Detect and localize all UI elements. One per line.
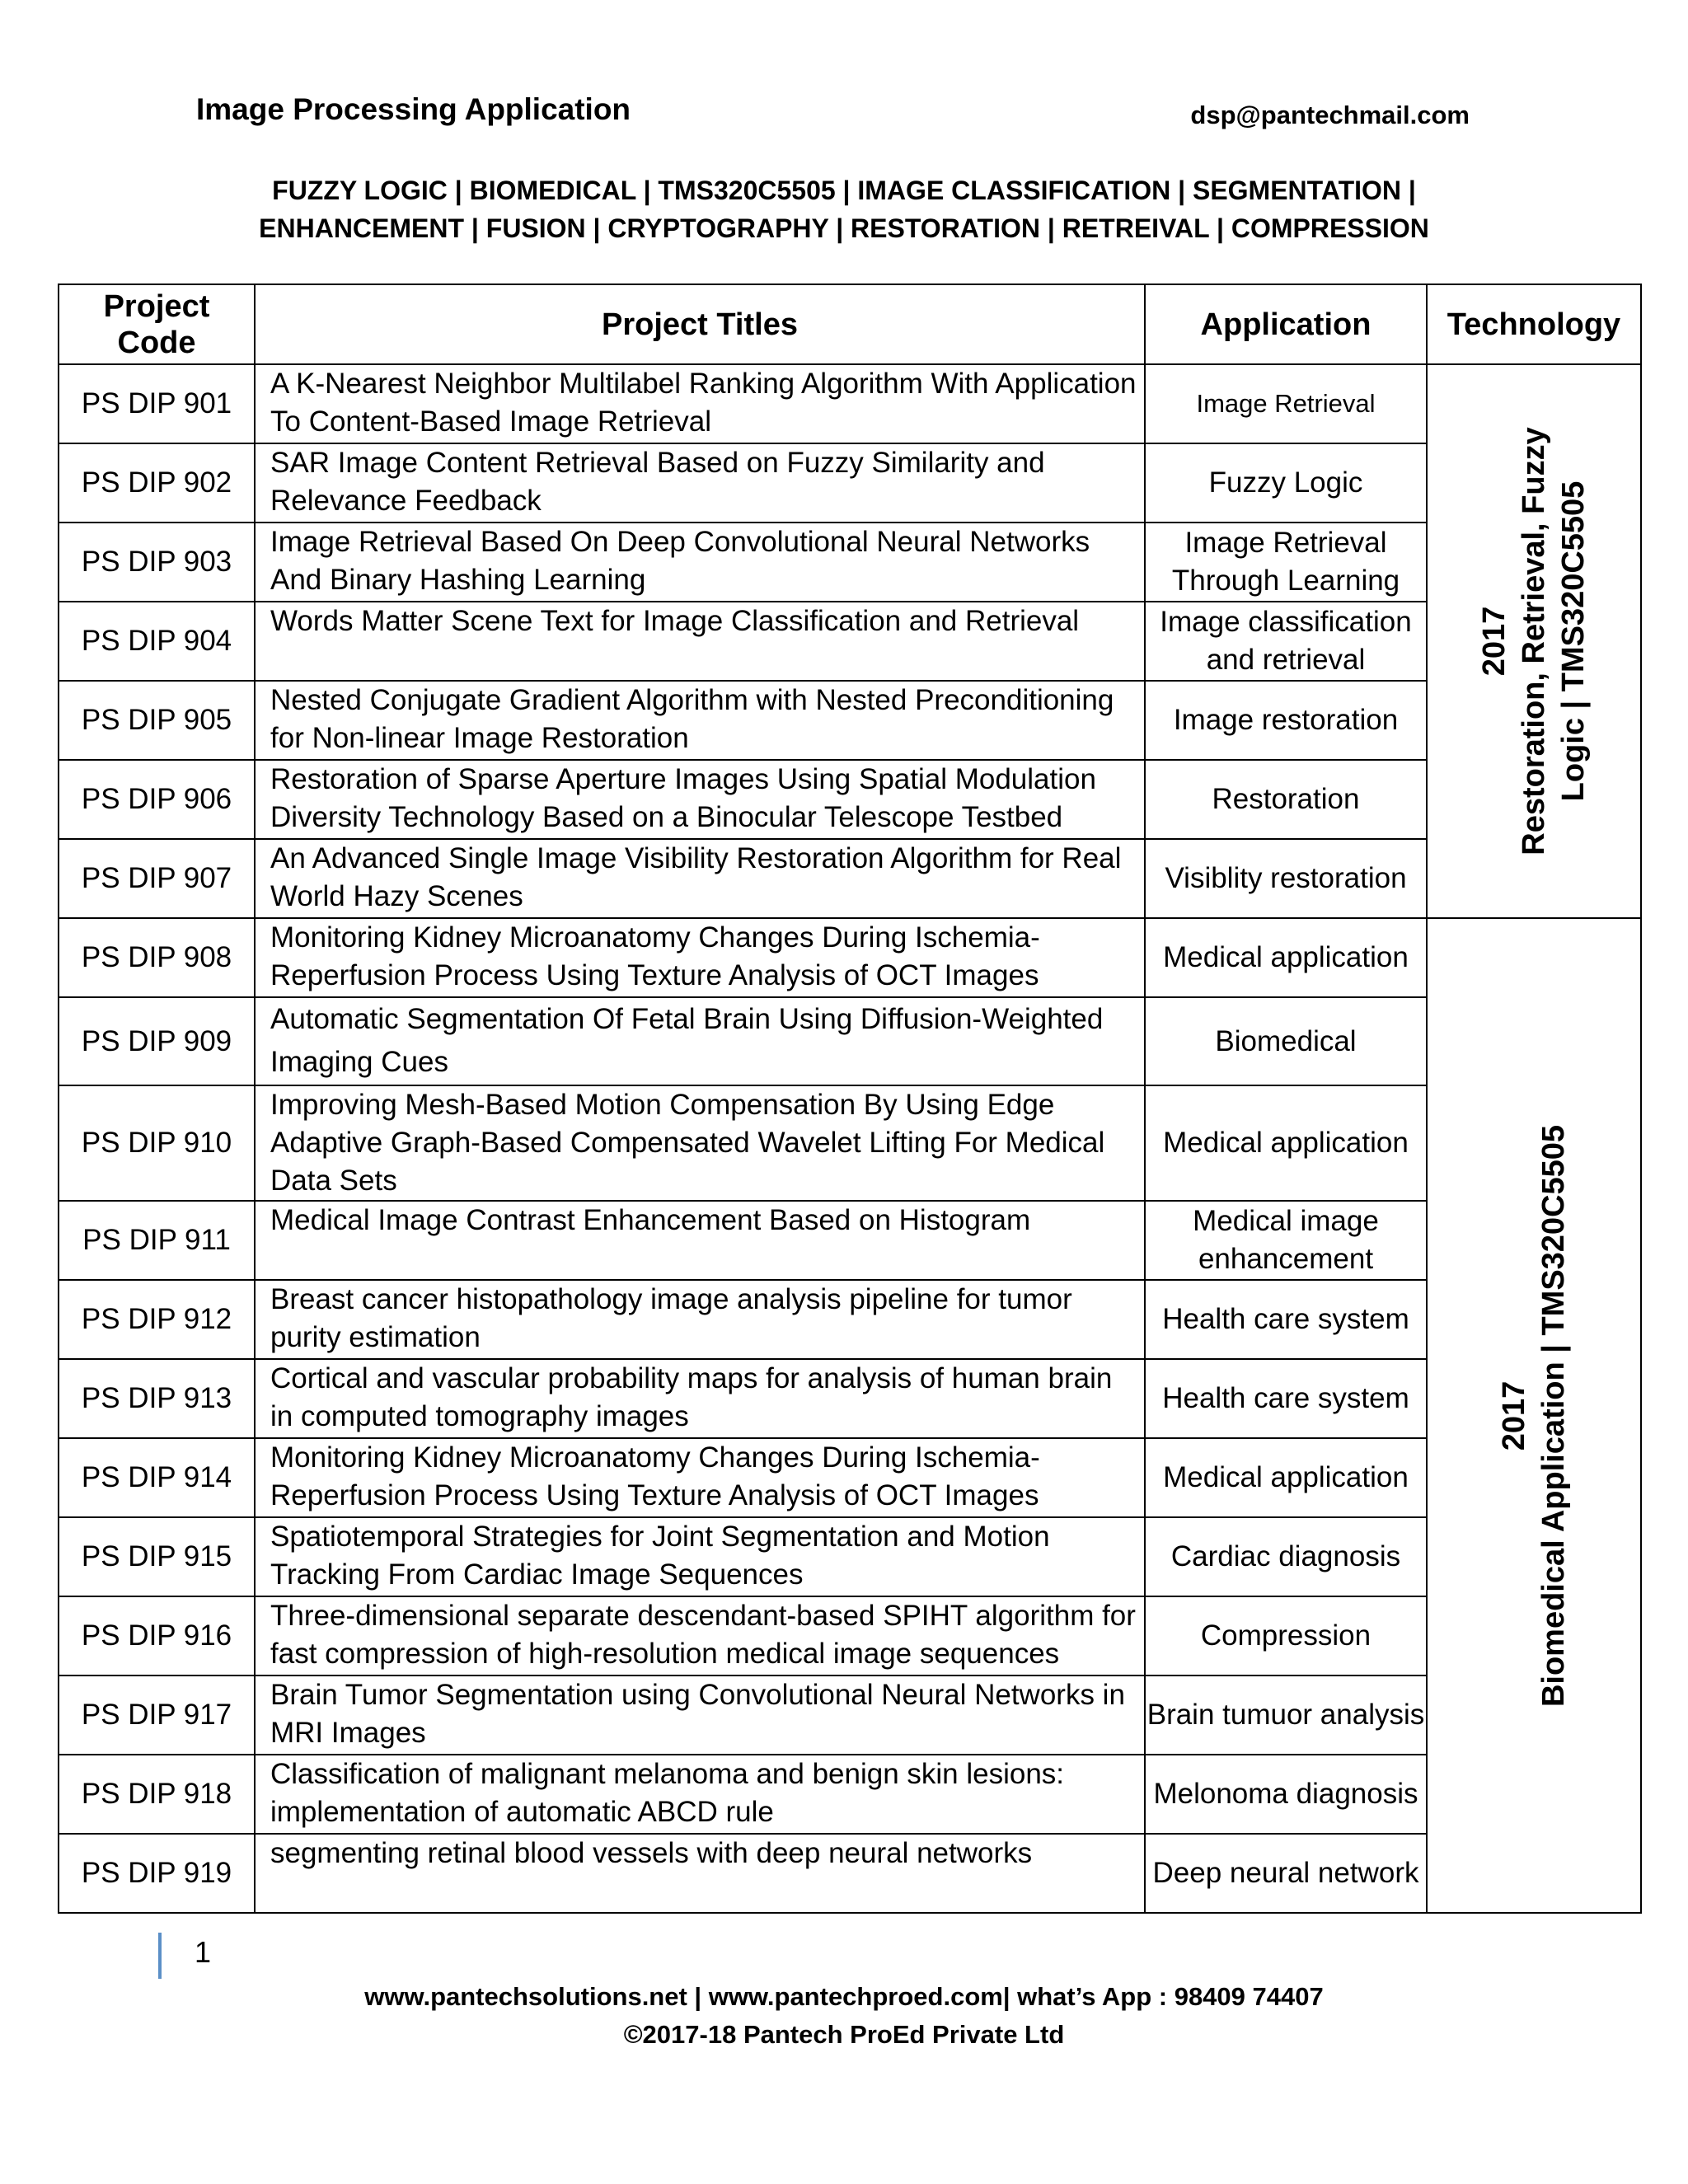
project-title: Brain Tumor Segmentation using Convolutional Neural Networks in MRI Images bbox=[255, 1675, 1145, 1755]
project-title: Monitoring Kidney Microanatomy Changes During Ischemia-Reperfusion Process Using Texture Analysis of OCT Images bbox=[255, 918, 1145, 997]
technology-group-1-line2: Logic | TMS320C5505 bbox=[1556, 480, 1591, 802]
project-title: SAR Image Content Retrieval Based on Fuzzy Similarity and Relevance Feedback bbox=[255, 443, 1145, 523]
project-title: An Advanced Single Image Visibility Restoration Algorithm for Real World Hazy Scenes bbox=[255, 839, 1145, 918]
project-title: Cortical and vascular probability maps for analysis of human brain in computed tomography images bbox=[255, 1359, 1145, 1438]
footer-copyright: ©2017-18 Pantech ProEd Private Ltd bbox=[623, 2020, 1065, 2049]
project-title: Three-dimensional separate descendant-based SPIHT algorithm for fast compression of high-resolution medical image sequences bbox=[255, 1596, 1145, 1675]
technology-group-1-line1: Restoration, Retrieval, Fuzzy bbox=[1517, 427, 1551, 855]
table-row bbox=[59, 918, 1641, 997]
page-number: 1 bbox=[195, 1935, 212, 1969]
project-code: PS DIP 907 bbox=[59, 839, 255, 918]
project-title: Spatiotemporal Strategies for Joint Segmentation and Motion Tracking From Cardiac Image Sequences bbox=[255, 1517, 1145, 1596]
project-code: PS DIP 902 bbox=[59, 443, 255, 523]
technology-group-1-year: 2017 bbox=[1477, 606, 1512, 677]
table-row bbox=[59, 1359, 1641, 1438]
table-row bbox=[59, 1438, 1641, 1517]
header-project-code-line2: Code bbox=[117, 325, 196, 360]
project-application: Health care system bbox=[1145, 1359, 1427, 1438]
project-application: Image Retrieval bbox=[1145, 364, 1427, 443]
project-title: Classification of malignant melanoma and benign skin lesions: implementation of automatic ABCD rule bbox=[255, 1755, 1145, 1834]
project-application: Biomedical bbox=[1145, 997, 1427, 1085]
project-application: Restoration bbox=[1145, 760, 1427, 839]
project-title: Medical Image Contrast Enhancement Based on Histogram bbox=[255, 1201, 1145, 1280]
project-application: Deep neural network bbox=[1145, 1834, 1427, 1913]
header-application: Application bbox=[1145, 284, 1427, 364]
project-application: Medical application bbox=[1145, 1438, 1427, 1517]
table-row bbox=[59, 443, 1641, 523]
table-row bbox=[59, 523, 1641, 602]
project-title: Breast cancer histopathology image analysis pipeline for tumor purity estimation bbox=[255, 1280, 1145, 1359]
project-application: Compression bbox=[1145, 1596, 1427, 1675]
project-code: PS DIP 909 bbox=[59, 997, 255, 1085]
table-row bbox=[59, 1201, 1641, 1280]
project-code: PS DIP 916 bbox=[59, 1596, 255, 1675]
project-application: Image Retrieval Through Learning bbox=[1145, 523, 1427, 602]
table-row bbox=[59, 1085, 1641, 1201]
footer-links: www.pantechsolutions.net | www.pantechproed.com| what’s App : 98409 74407 bbox=[364, 1982, 1324, 2011]
project-application: Health care system bbox=[1145, 1280, 1427, 1359]
table-row bbox=[59, 1755, 1641, 1834]
project-code: PS DIP 905 bbox=[59, 681, 255, 760]
project-title: Monitoring Kidney Microanatomy Changes During Ischemia-Reperfusion Process Using Texture Analysis of OCT Images bbox=[255, 1438, 1145, 1517]
project-title: Improving Mesh-Based Motion Compensation By Using Edge Adaptive Graph-Based Compensated Wavelet Lifting For Medical Data Sets bbox=[255, 1085, 1145, 1201]
header-project-code-line1: Project bbox=[103, 288, 210, 324]
footer bbox=[0, 1978, 1688, 2054]
table-row bbox=[59, 1517, 1641, 1596]
project-code: PS DIP 904 bbox=[59, 602, 255, 681]
project-application: Medical image enhancement bbox=[1145, 1201, 1427, 1280]
technology-group-1 bbox=[1427, 364, 1641, 918]
project-code: PS DIP 903 bbox=[59, 523, 255, 602]
table-row bbox=[59, 1675, 1641, 1755]
project-title: Image Retrieval Based On Deep Convolutional Neural Networks And Binary Hashing Learning bbox=[255, 523, 1145, 602]
project-title: Nested Conjugate Gradient Algorithm with Nested Preconditioning for Non-linear Image Restoration bbox=[255, 681, 1145, 760]
technology-group-2-line1: Biomedical Application | TMS320C5505 bbox=[1536, 1124, 1571, 1707]
table-row bbox=[59, 681, 1641, 760]
project-code: PS DIP 910 bbox=[59, 1085, 255, 1201]
table-row bbox=[59, 1834, 1641, 1913]
project-title: A K-Nearest Neighbor Multilabel Ranking Algorithm With Application To Content-Based Image Retrieval bbox=[255, 364, 1145, 443]
project-application: Fuzzy Logic bbox=[1145, 443, 1427, 523]
project-code: PS DIP 908 bbox=[59, 918, 255, 997]
project-application: Cardiac diagnosis bbox=[1145, 1517, 1427, 1596]
project-code: PS DIP 915 bbox=[59, 1517, 255, 1596]
table-row bbox=[59, 760, 1641, 839]
technology-group-2 bbox=[1427, 918, 1641, 1913]
document-title: Image Processing Application bbox=[196, 92, 631, 126]
table-row bbox=[59, 1280, 1641, 1359]
header-technology: Technology bbox=[1427, 284, 1641, 364]
table-row bbox=[59, 839, 1641, 918]
header-project-code bbox=[59, 284, 255, 364]
project-application: Medical application bbox=[1145, 1085, 1427, 1201]
project-application: Medical application bbox=[1145, 918, 1427, 997]
project-title: Restoration of Sparse Aperture Images Using Spatial Modulation Diversity Technology Based on a Binocular Telescope Testbed bbox=[255, 760, 1145, 839]
project-code: PS DIP 919 bbox=[59, 1834, 255, 1913]
header-project-titles: Project Titles bbox=[255, 284, 1145, 364]
project-application: Image restoration bbox=[1145, 681, 1427, 760]
table-row bbox=[59, 997, 1641, 1085]
project-application: Visiblity restoration bbox=[1145, 839, 1427, 918]
project-code: PS DIP 901 bbox=[59, 364, 255, 443]
table-row bbox=[59, 364, 1641, 443]
project-code: PS DIP 914 bbox=[59, 1438, 255, 1517]
contact-email: dsp@pantechmail.com bbox=[1190, 101, 1470, 129]
project-code: PS DIP 911 bbox=[59, 1201, 255, 1280]
technology-group-2-year: 2017 bbox=[1497, 1380, 1531, 1451]
project-code: PS DIP 917 bbox=[59, 1675, 255, 1755]
project-title: Words Matter Scene Text for Image Classification and Retrieval bbox=[255, 602, 1145, 681]
table-row bbox=[59, 602, 1641, 681]
technology-group-2-label bbox=[1494, 1124, 1573, 1706]
project-application: Melonoma diagnosis bbox=[1145, 1755, 1427, 1834]
project-title: Automatic Segmentation Of Fetal Brain Using Diffusion-Weighted Imaging Cues bbox=[255, 997, 1145, 1085]
table-row bbox=[59, 1596, 1641, 1675]
project-title: segmenting retinal blood vessels with deep neural networks bbox=[255, 1834, 1145, 1913]
table-header-row bbox=[59, 284, 1641, 364]
project-code: PS DIP 913 bbox=[59, 1359, 255, 1438]
project-code: PS DIP 906 bbox=[59, 760, 255, 839]
topic-line-2: ENHANCEMENT | FUSION | CRYPTOGRAPHY | RESTORATION | RETREIVAL | COMPRESSION bbox=[259, 213, 1429, 243]
project-code: PS DIP 918 bbox=[59, 1755, 255, 1834]
projects-table bbox=[58, 284, 1642, 1914]
topic-list bbox=[0, 171, 1688, 247]
project-code: PS DIP 912 bbox=[59, 1280, 255, 1359]
technology-group-1-label bbox=[1475, 427, 1593, 855]
project-application: Image classification and retrieval bbox=[1145, 602, 1427, 681]
topic-line-1: FUZZY LOGIC | BIOMEDICAL | TMS320C5505 | IMAGE CLASSIFICATION | SEGMENTATION | bbox=[272, 176, 1416, 205]
page-number-bar bbox=[158, 1933, 162, 1979]
project-application: Brain tumuor analysis bbox=[1145, 1675, 1427, 1755]
